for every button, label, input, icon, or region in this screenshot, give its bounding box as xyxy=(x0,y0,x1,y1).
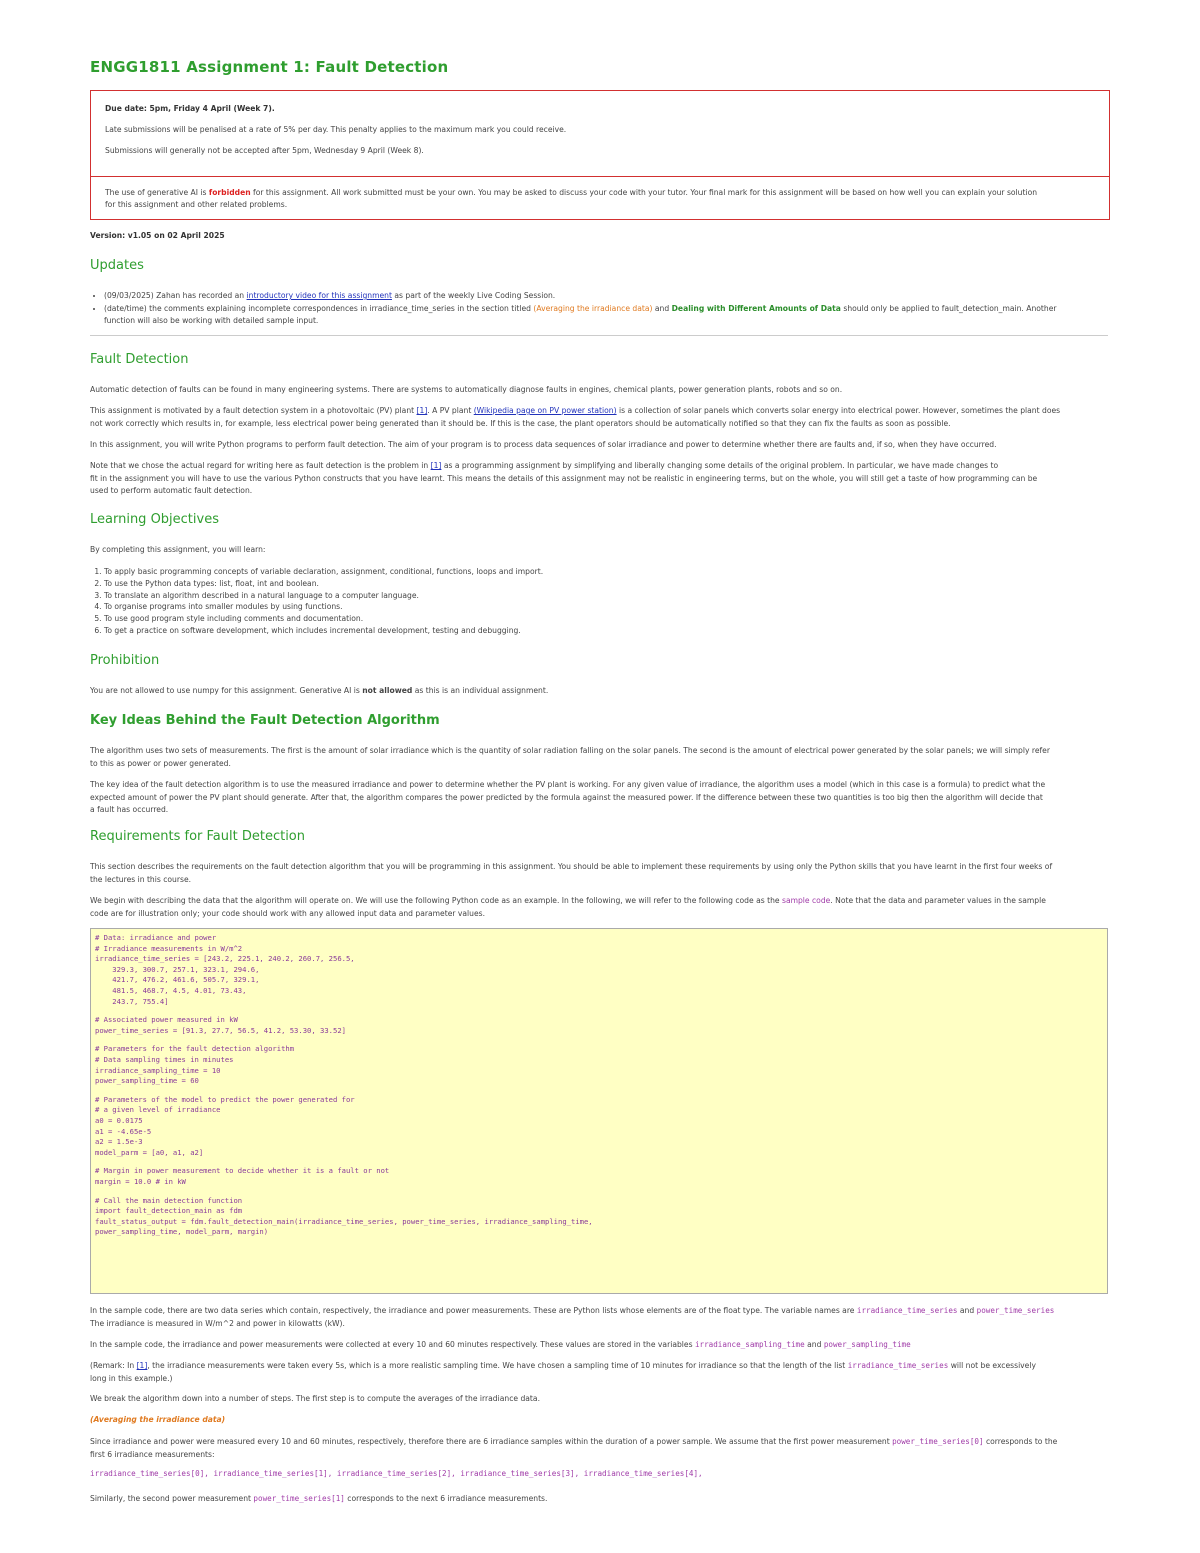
ai-notice-post: for this assignment. All work submitted must be your own. You may be asked to discuss your code with your tutor. Your final mark for this assignment will be based on how well you can explain your solution xyxy=(253,188,1038,197)
code-line: model_parm = [a0, a1, a2] xyxy=(95,1147,204,1157)
learning-item: 5. To use good program style including comments and documentation. xyxy=(104,613,1110,625)
fault-p1: Automatic detection of faults can be found in many engineering systems. There are systems to automatically diagnose faults in engines, chemical plants, power generation plants, robots and so on. xyxy=(90,385,843,394)
sample-code-block xyxy=(90,928,1108,1294)
code-line: a2 = 1.5e-3 xyxy=(95,1137,143,1147)
code-line: margin = 10.0 # in kW xyxy=(95,1177,186,1186)
code-line: irradiance_time_series = [243.2, 225.1, 240.2, 260.7, 256.5, xyxy=(95,954,355,964)
code-line: a1 = -4.65e-5 xyxy=(95,1126,152,1136)
after-code-p1-line2: The irradiance is measured in W/m^2 and power in kilowatts (kW). xyxy=(90,1318,345,1328)
update-item-text: (09/03/2025) Zahan has recorded an xyxy=(104,291,245,300)
requirements-p1 xyxy=(90,861,1110,886)
after-code-p6 xyxy=(90,1468,1110,1481)
irradiance-index-list: irradiance_time_series[0], irradiance_time_series[1], irradiance_time_series[2], irradiance_time_series[3], irradiance_time_series[4], xyxy=(90,1469,703,1478)
key-ideas-heading: Key Ideas Behind the Fault Detection Algorithm xyxy=(90,713,440,728)
forbidden-text: forbidden xyxy=(208,188,251,197)
key-ideas-p2-line2: expected amount of power the PV plant should generate. After that, the algorithm compares the power predicted by the formula against the measured power. If the difference between these two quantities is too big then the algorithm will decide that xyxy=(90,792,1043,802)
after-code-p4: We break the algorithm down into a number of steps. The first step is to compute the averages of the irradiance data. xyxy=(90,1394,540,1403)
after-code-text: In the sample code, there are two data series which contain, respectively, the irradiance and power measurements. These are Python lists whose elements are of the float type. The variable names are xyxy=(90,1306,855,1315)
irradiance-var: irradiance_time_series xyxy=(856,1306,958,1315)
updates-heading: Updates xyxy=(90,258,144,273)
wikipedia-link[interactable]: (Wikipedia page on PV power station) xyxy=(473,406,617,415)
fault-detection-heading: Fault Detection xyxy=(90,352,189,367)
after-code-text: Since irradiance and power were measured every 10 and 60 minutes, respectively, therefore there are 6 irradiance samples within the duration of a power sample. We assume that the first power measurement xyxy=(90,1437,890,1446)
requirements-p2-text: We begin with describing the data that the algorithm will operate on. We will use the following Python code as an example. In the following, we will refer to the following code as the xyxy=(90,896,780,905)
code-line: power_time_series = [91.3, 27.7, 56.5, 41.2, 53.30, 33.52] xyxy=(95,1025,346,1035)
learning-item: 4. To organise programs into smaller modules by using functions. xyxy=(104,601,1110,613)
code-line: # Associated power measured in kW xyxy=(95,1015,238,1025)
after-code-text: corresponds to the xyxy=(985,1437,1058,1446)
learning-item: 6. To get a practice on software development, which includes incremental development, testing and debugging. xyxy=(104,625,1110,637)
prohibition-heading: Prohibition xyxy=(90,653,160,668)
irradiance-var: irradiance_time_series xyxy=(847,1361,949,1370)
after-code-text: corresponds to the next 6 irradiance measurements. xyxy=(347,1494,548,1503)
requirements-p2-line2: code are for illustration only; your code should work with any allowed input data and parameter values. xyxy=(90,908,486,918)
fault-p3: In this assignment, you will write Python programs to perform fault detection. The aim of your program is to process data sequences of solar irradiance and power to determine whether there are faults and, if so, when they have occurred. xyxy=(90,440,997,449)
code-line: 243.7, 755.4] xyxy=(95,996,169,1006)
ref-1-link[interactable]: [1] xyxy=(416,406,428,415)
code-line: power_sampling_time = 60 xyxy=(95,1076,199,1086)
late-penalty-line: Late submissions will be penalised at a rate of 5% per day. This penalty applies to the maximum mark you could receive. xyxy=(105,125,567,134)
code-line: 481.5, 468.7, 4.5, 4.01, 73.43, xyxy=(95,986,247,995)
different-data-link[interactable]: Dealing with Different Amounts of Data xyxy=(671,303,841,313)
fault-p4-line2: fit in the assignment you will have to use the various Python constructs that you have learnt. This means the details of this assignment may not be realistic in engineering terms, but on the whole, you will still get a taste of how programming can be xyxy=(90,473,1038,483)
after-code-p1 xyxy=(90,1305,1110,1330)
after-code-text: , the irradiance measurements were taken every 5s, which is a more realistic sampling time. We have chosen a sampling time of 10 minutes for irradiance so that the length of the list xyxy=(147,1361,846,1370)
key-ideas-p2-line1: The key idea of the fault detection algorithm is to use the measured irradiance and power to determine whether the PV plant is working. For any given value of irradiance, the algorithm uses a model (which in this case is a formula) to predict what the xyxy=(90,780,1046,789)
after-code-p5 xyxy=(90,1436,1110,1461)
key-ideas-p1-line1: The algorithm uses two sets of measurements. The first is the amount of solar irradiance which is the quantity of solar radiation falling on the solar panels. The second is the amount of electrical power generated by the solar panels; we will simply refer xyxy=(90,746,1050,755)
after-code-p2 xyxy=(90,1339,1110,1352)
after-code-p3-line2: long in this example.) xyxy=(90,1373,173,1383)
prohibition-text xyxy=(90,685,1110,698)
after-code-text: will not be excessively xyxy=(950,1361,1036,1370)
after-code-p5-line2: first 6 irradiance measurements: xyxy=(90,1449,215,1459)
learning-intro: By completing this assignment, you will learn: xyxy=(90,545,266,554)
fault-p4 xyxy=(90,460,1110,498)
due-date-line: Due date: 5pm, Friday 4 April (Week 7). xyxy=(105,104,275,113)
code-line: # Margin in power measurement to decide whether it is a fault or not xyxy=(95,1166,390,1176)
sample-code-term: sample code xyxy=(781,896,831,905)
ref-1-link[interactable]: [1] xyxy=(136,1361,148,1370)
prohibition-pre: You are not allowed to use numpy for this assignment. Generative AI is xyxy=(90,686,360,695)
key-ideas-p1 xyxy=(90,745,1110,770)
fault-p4-text: as a programming assignment by simplifying and liberally changing some details of the original problem. In particular, we have made changes to xyxy=(443,461,999,470)
after-code-text: Similarly, the second power measurement xyxy=(90,1494,251,1503)
code-line: # a given level of irradiance xyxy=(95,1105,221,1115)
ai-notice-box xyxy=(90,176,1110,220)
requirements-p1-line2: the lectures in this course. xyxy=(90,874,192,884)
requirements-p2 xyxy=(90,895,1110,920)
learning-list xyxy=(90,566,1110,637)
code-line: 329.3, 300.7, 257.1, 323.1, 294.6, xyxy=(95,964,260,974)
update-item-text: (date/time) the comments explaining incomplete correspondences in irradiance_time_series in the section titled xyxy=(104,303,531,313)
fault-p2-text: is a collection of solar panels which converts solar energy into electrical power. However, sometimes the plant does xyxy=(618,406,1061,415)
power-var: power_time_series xyxy=(976,1306,1055,1315)
fault-p4-text: Note that we chose the actual regard for writing here as fault detection is the problem in xyxy=(90,461,429,470)
irr-sampling-var: irradiance_sampling_time xyxy=(694,1340,805,1349)
fault-p2-line2: not work correctly which results in, for example, less electrical power being generated than it should be. If this is the case, the plant operators should be automatically notified so that they can fix the faults as soon as possible. xyxy=(90,418,951,428)
update-item xyxy=(104,290,1110,303)
after-code-p3 xyxy=(90,1360,1110,1385)
requirements-p1-line1: This section describes the requirements on the fault detection algorithm that you will be programming in this assignment. You should be able to implement these requirements by using only the Python skills that you have learnt in the first four weeks of xyxy=(90,862,1053,871)
divider xyxy=(90,335,1108,336)
ai-notice-line2: for this assignment and other related problems. xyxy=(105,200,288,209)
code-line: a0 = 0.0175 xyxy=(95,1116,143,1125)
updates-list xyxy=(90,290,1110,328)
code-line: # Parameters of the model to predict the power generated for xyxy=(95,1094,355,1104)
code-line: import fault_detection_main as fdm xyxy=(95,1206,243,1216)
cutoff-line: Submissions will generally not be accepted after 5pm, Wednesday 9 April (Week 8). xyxy=(105,146,424,155)
after-code-text: In the sample code, the irradiance and power measurements were collected at every 10 and 60 minutes respectively. These values are stored in the variables xyxy=(90,1340,693,1349)
update-item-text: and xyxy=(654,303,670,313)
code-line: power_sampling_time, model_parm, margin) xyxy=(95,1227,269,1237)
update-item-cont: function will also be working with detailed sample input. xyxy=(104,316,319,325)
ai-notice-line xyxy=(105,187,1095,200)
averaging-link[interactable]: (Averaging the irradiance data) xyxy=(533,303,653,313)
intro-video-link[interactable]: introductory video for this assignment xyxy=(246,291,392,300)
prohibition-post: as this is an individual assignment. xyxy=(414,686,549,695)
ref-1-link[interactable]: [1] xyxy=(430,461,442,470)
learning-item: 3. To translate an algorithm described in a natural language to a computer language. xyxy=(104,590,1110,602)
requirements-p2-text: . Note that the data and parameter values in the sample xyxy=(830,896,1046,905)
after-code-p7 xyxy=(90,1493,1110,1506)
after-code-text: and xyxy=(959,1306,975,1315)
code-line: # Call the main detection function xyxy=(95,1195,243,1205)
code-line: # Data: irradiance and power xyxy=(95,933,217,942)
fault-p4-line3: used to perform automatic fault detection. xyxy=(90,486,253,495)
key-ideas-p2 xyxy=(90,779,1110,817)
power-index-var: power_time_series[1] xyxy=(253,1494,345,1503)
code-line: fault_status_output = fdm.fault_detection_main(irradiance_time_series, power_time_series, irradiance_sampling_time, xyxy=(95,1216,593,1226)
code-line: irradiance_sampling_time = 10 xyxy=(95,1065,221,1075)
code-line: # Data sampling times in minutes xyxy=(95,1055,234,1064)
key-ideas-p2-line3: a fault has occurred. xyxy=(90,805,169,814)
power-index-var: power_time_series[0] xyxy=(892,1437,984,1446)
averaging-subheading: (Averaging the irradiance data) xyxy=(90,1415,226,1424)
after-code-text: and xyxy=(807,1340,822,1349)
fault-p2-text: . A PV plant xyxy=(427,406,472,415)
not-allowed-text: not allowed xyxy=(362,686,413,695)
learning-item: 2. To use the Python data types: list, float, int and boolean. xyxy=(104,578,1110,590)
update-item-text: should only be applied to fault_detection_main. Another xyxy=(843,303,1057,313)
update-item-text: as part of the weekly Live Coding Session. xyxy=(394,291,556,300)
learning-heading: Learning Objectives xyxy=(90,512,219,527)
key-ideas-p1-line2: to this as power or power generated. xyxy=(90,758,231,768)
code-line: 421.7, 476.2, 461.6, 505.7, 329.1, xyxy=(95,975,260,985)
version-text: Version: v1.05 on 02 April 2025 xyxy=(90,231,225,240)
fault-p2 xyxy=(90,405,1110,430)
ai-notice-pre: The use of generative AI is xyxy=(105,188,207,197)
code-line: # Parameters for the fault detection algorithm xyxy=(95,1044,295,1054)
learning-item: 1. To apply basic programming concepts of variable declaration, assignment, conditional, functions, loops and import. xyxy=(104,566,1110,578)
requirements-heading: Requirements for Fault Detection xyxy=(90,829,306,844)
code-line: # Irradiance measurements in W/m^2 xyxy=(95,943,243,953)
fault-p2-text: This assignment is motivated by a fault detection system in a photovoltaic (PV) plant xyxy=(90,406,415,415)
power-sampling-var: power_sampling_time xyxy=(823,1340,911,1349)
after-code-text: (Remark: In xyxy=(90,1361,135,1370)
page-title: ENGG1811 Assignment 1: Fault Detection xyxy=(90,58,449,76)
update-item xyxy=(104,303,1110,316)
